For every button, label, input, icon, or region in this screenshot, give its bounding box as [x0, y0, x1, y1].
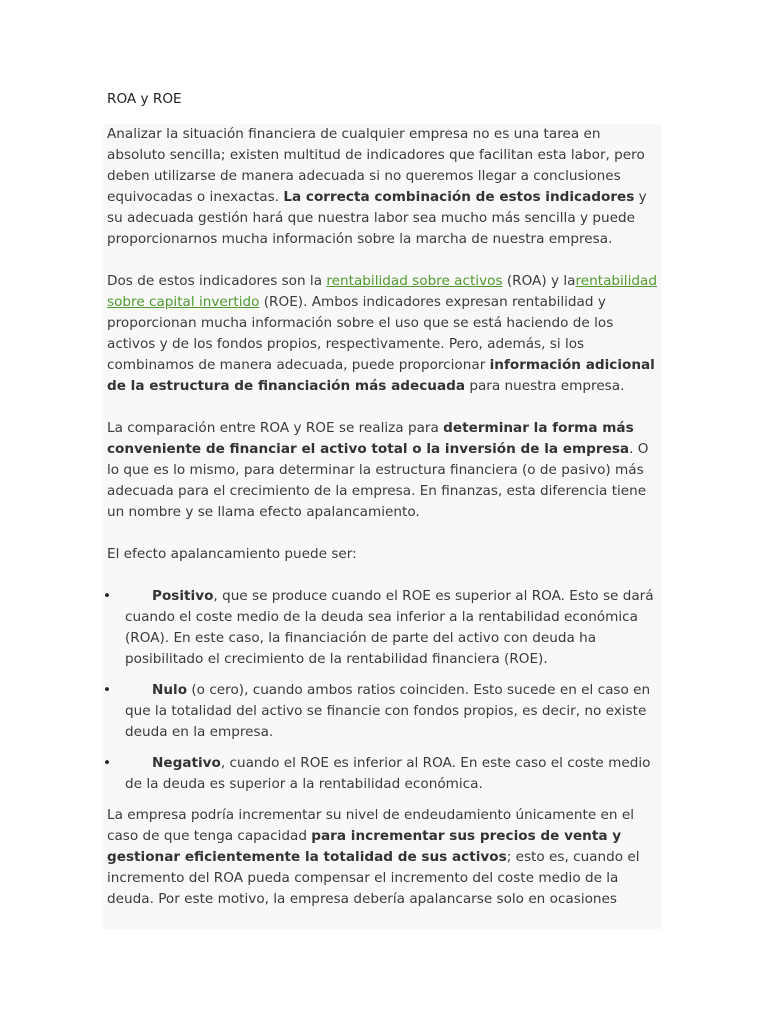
paragraph-text: (ROE). Ambos indicadores expresan rentabilidad y proporcionan mucha información sobre el uso que se está haciendo de los activos y de los fondos propios, respectivamente. Pero, además, si los combinamos de manera adecuada, puede proporcionar — [107, 294, 614, 373]
bold-text: Nulo — [152, 682, 188, 698]
paragraph-text: Dos de estos indicadores son la — [107, 273, 327, 289]
bold-text: información adicional de la estructura de financiación más adecuada — [107, 357, 655, 394]
list-item — [103, 586, 660, 670]
list-item-text: , cuando el ROE es inferior al ROA. En este caso el coste medio de la deuda es superior a la rentabilidad económica. — [125, 755, 651, 792]
paragraph-text: La empresa podría incrementar su nivel de endeudamiento únicamente en el caso de que tenga capacidad — [107, 807, 634, 844]
bullet-icon: • — [103, 682, 112, 698]
bold-text: Positivo — [152, 588, 214, 604]
leverage-list — [103, 586, 660, 795]
link-rentabilidad-capital[interactable]: rentabilidad sobre capital invertido — [107, 273, 657, 310]
paragraph-indicators — [107, 271, 660, 397]
document-title: ROA y ROE — [107, 91, 182, 107]
document-body — [103, 124, 660, 931]
list-item — [103, 680, 660, 743]
paragraph-comparison — [107, 418, 660, 523]
bullet-icon: • — [103, 755, 112, 771]
bold-text: para incrementar sus precios de venta y gestionar eficientemente la totalidad de sus activos — [107, 828, 622, 865]
bullet-icon: • — [103, 588, 112, 604]
paragraph-intro — [107, 124, 660, 250]
paragraph-text: ; esto es, cuando el incremento del ROA pueda compensar el incremento del coste medio de la deuda. Por este motivo, la empresa debería apalancarse solo en ocasiones — [107, 849, 640, 907]
link-rentabilidad-activos[interactable]: rentabilidad sobre activos — [326, 273, 503, 289]
bold-text: Negativo — [152, 755, 221, 771]
list-item-text: , que se produce cuando el ROE es superior al ROA. Esto se dará cuando el coste medio de la deuda sea inferior a la rentabilidad económica (ROA). En este caso, la financiación de parte del activo con deuda ha posibilitado el crecimiento de la rentabilidad financiera (ROE). — [125, 588, 654, 667]
list-item-text: (o cero), cuando ambos ratios coinciden. Esto sucede en el caso en que la totalidad del activo se financie con fondos propios, es decir, no existe deuda en la empresa. — [125, 682, 651, 740]
bold-text: determinar la forma más conveniente de financiar el activo total o la inversión de la empresa — [107, 420, 634, 457]
paragraph-text: para nuestra empresa. — [465, 378, 625, 394]
paragraph-text: . O lo que es lo mismo, para determinar la estructura financiera (o de pasivo) más adecuada para el crecimiento de la empresa. En finanzas, esta diferencia tiene un nombre y se llama efecto apalancamiento. — [107, 441, 649, 520]
paragraph-text: y su adecuada gestión hará que nuestra labor sea mucho más sencilla y puede proporcionarnos mucha información sobre la marcha de nuestra empresa. — [107, 189, 647, 247]
paragraph-text: (ROA) y la — [502, 273, 576, 289]
paragraph-text: La comparación entre ROA y ROE se realiza para — [107, 420, 444, 436]
list-item — [103, 753, 660, 795]
bold-text: La correcta combinación de estos indicadores — [283, 189, 635, 205]
paragraph-conclusion — [107, 805, 660, 910]
paragraph-leverage-intro: El efecto apalancamiento puede ser: — [107, 546, 357, 562]
paragraph-text: Analizar la situación financiera de cualquier empresa no es una tarea en absoluto sencilla; existen multitud de indicadores que facilitan esta labor, pero deben utilizarse de manera adecuada si no queremos llegar a conclusiones equivocadas o inexactas. — [107, 126, 645, 205]
